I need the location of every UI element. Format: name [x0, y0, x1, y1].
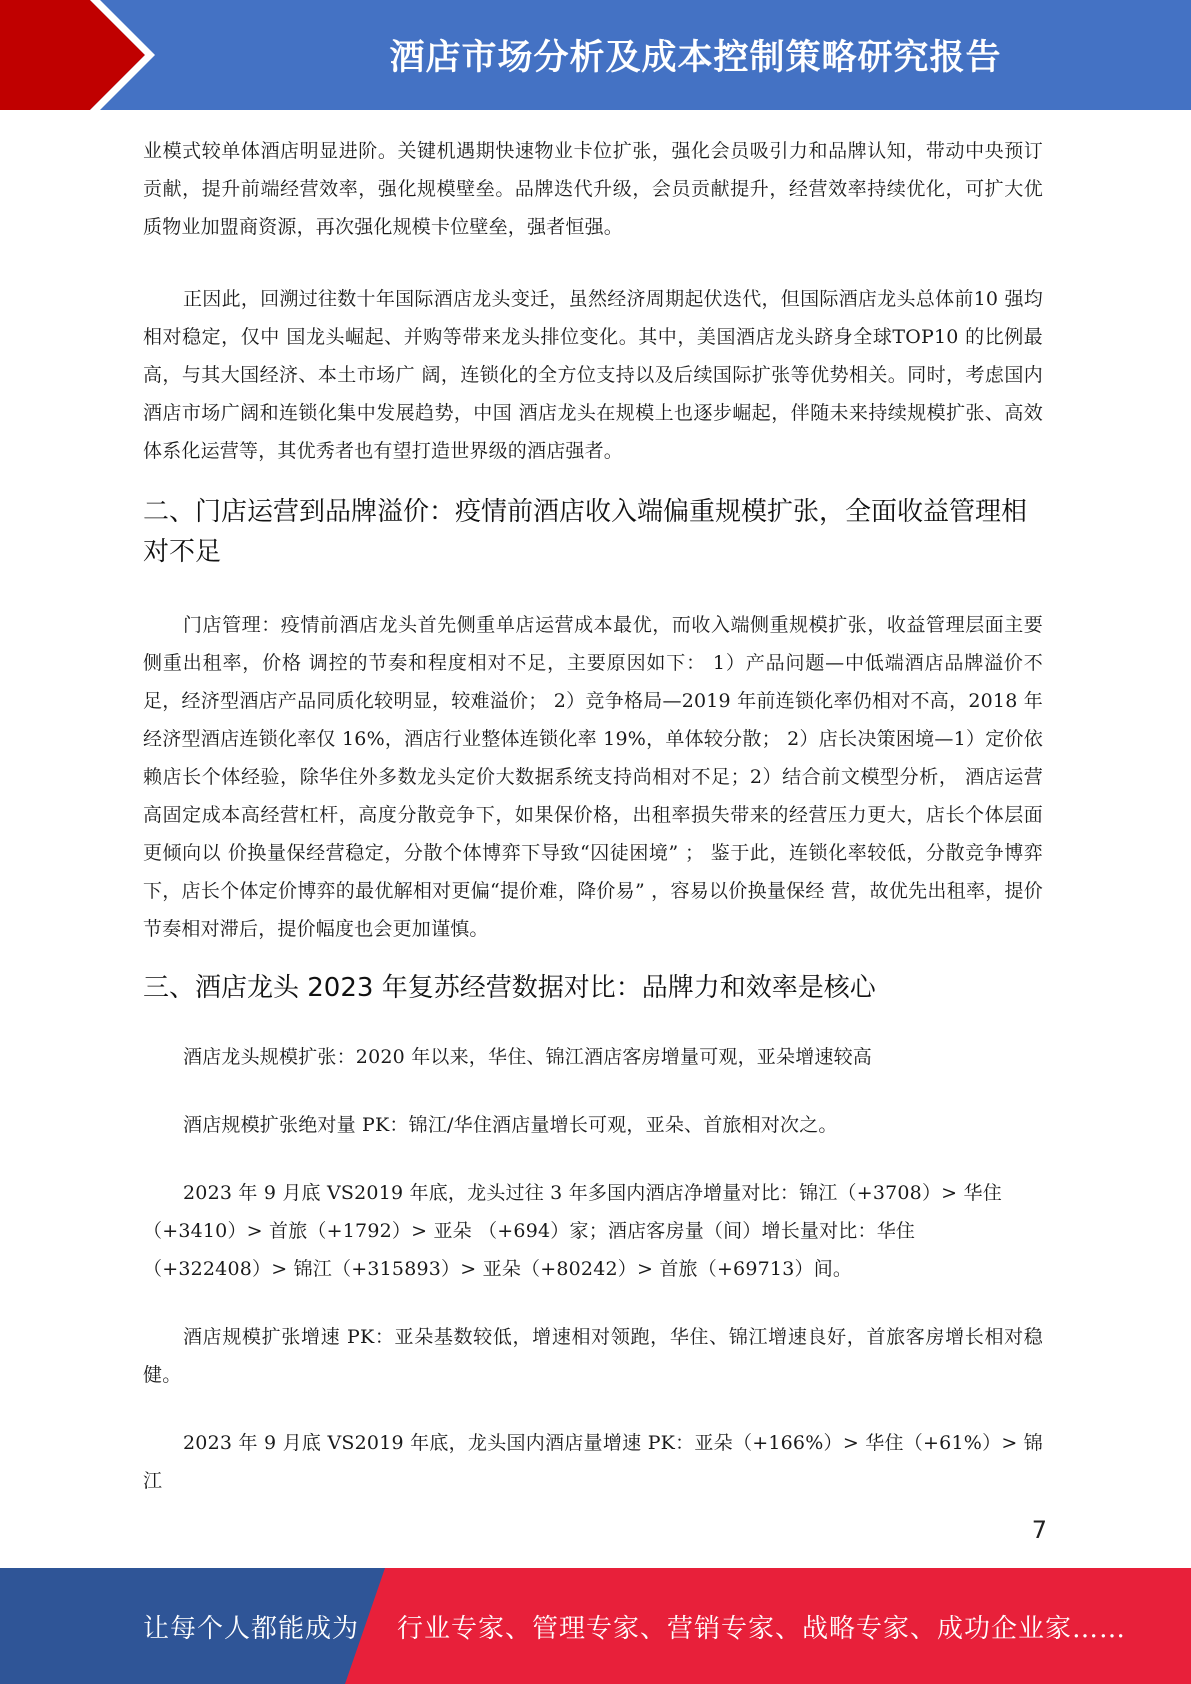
paragraph-continued: 业模式较单体酒店明显进阶。关键机遇期快速物业卡位扩张，强化会员吸引力和品牌认知，带动中央预订贡献，提升前端经营效率，强化规模壁垒。品牌迭代升级，会员贡献提升，经营效率持续优化，可扩大优质物业加盟商资源，再次强化规模卡位壁垒，强者恒强。	[143, 140, 1043, 238]
page-header	[0, 0, 1191, 110]
report-title: 酒店市场分析及成本控制策略研究报告	[389, 38, 1002, 78]
footer-slogan-right: 行业专家、管理专家、营销专家、战略专家、成功企业家……	[397, 1613, 1127, 1644]
header-red-arrow	[0, 0, 145, 110]
paragraph: 酒店龙头规模扩张：2020 年以来，华住、锦江酒店客房增量可观，亚朵增速较高	[183, 1046, 872, 1068]
section-heading-3: 三、酒店龙头 2023 年复苏经营数据对比：品牌力和效率是核心	[143, 973, 876, 1003]
section-heading-2: 二、门店运营到品牌溢价：疫情前酒店收入端偏重规模扩张，全面收益管理相对不足	[143, 497, 1028, 567]
paragraph-line: 2023 年 9 月底 VS2019 年底，龙头过往 3 年多国内酒店净增量对比：锦江（+3708）> 华住	[183, 1182, 1002, 1204]
paragraph: 正因此，回溯过往数十年国际酒店龙头变迁，虽然经济周期起伏迭代，但国际酒店龙头总体前10 强均相对稳定，仅中 国龙头崛起、并购等带来龙头排位变化。其中，美国酒店龙头跻身全球TOP10 的比例最高，与其大国经济、本土市场广 阔，连锁化的全方位支持以及后续国际扩张等优势相关。同时，考虑国内酒店市场广阔和连锁化集中发展趋势，中国 酒店龙头在规模上也逐步崛起，伴随未来持续规模扩张、高效体系化运营等，其优秀者也有望打造世界级的酒店强者。	[143, 288, 1043, 462]
paragraph-line: （+322408）> 锦江（+315893）> 亚朵（+80242）> 首旅（+69713）间。	[143, 1258, 853, 1280]
paragraph-line: （+3410）> 首旅（+1792）> 亚朵 （+694）家；酒店客房量（间）增长量对比：华住	[143, 1220, 916, 1242]
paragraph: 酒店规模扩张绝对量 PK：锦江/华住酒店量增长可观，亚朵、首旅相对次之。	[183, 1114, 838, 1136]
paragraph: 门店管理：疫情前酒店龙头首先侧重单店运营成本最优，而收入端侧重规模扩张，收益管理层面主要侧重出租率，价格 调控的节奏和程度相对不足，主要原因如下： 1）产品问题—中低端酒店品牌溢价不足，经济型酒店产品同质化较明显，较难溢价； 2）竞争格局—2019 年前连锁化率仍相对不高，2018 年经济型酒店连锁化率仅 16%，酒店行业整体连锁化率 19%，单体较分散； 2）店长决策困境—1）定价依赖店长个体经验，除华住外多数龙头定价大数据系统支持尚相对不足；2）结合前文模型分析， 酒店运营高固定成本高经营杠杆，高度分散竞争下，如果保价格，出租率损失带来的经营压力更大，店长个体层面更倾向以 价换量保经营稳定，分散个体博弈下导致“囚徒困境” ； 鉴于此，连锁化率较低，分散竞争博弈下，店长个体定价博弈的最优解相对更偏“提价难，降价易” ，容易以价换量保经 营，故优先出租率，提价节奏相对滞后，提价幅度也会更加谨慎。	[143, 614, 1043, 940]
page-number: 7	[1031, 1516, 1047, 1544]
header-arrow-decoration	[0, 0, 240, 110]
document-body	[143, 132, 1043, 1500]
page-footer	[0, 1568, 1191, 1684]
footer-slogan-left: 让每个人都能成为	[143, 1613, 360, 1644]
paragraph: 2023 年 9 月底 VS2019 年底，龙头国内酒店量增速 PK：亚朵（+166%）> 华住（+61%）> 锦江	[143, 1432, 1043, 1492]
paragraph: 酒店规模扩张增速 PK：亚朵基数较低，增速相对领跑，华住、锦江增速良好，首旅客房增长相对稳健。	[143, 1326, 1043, 1386]
